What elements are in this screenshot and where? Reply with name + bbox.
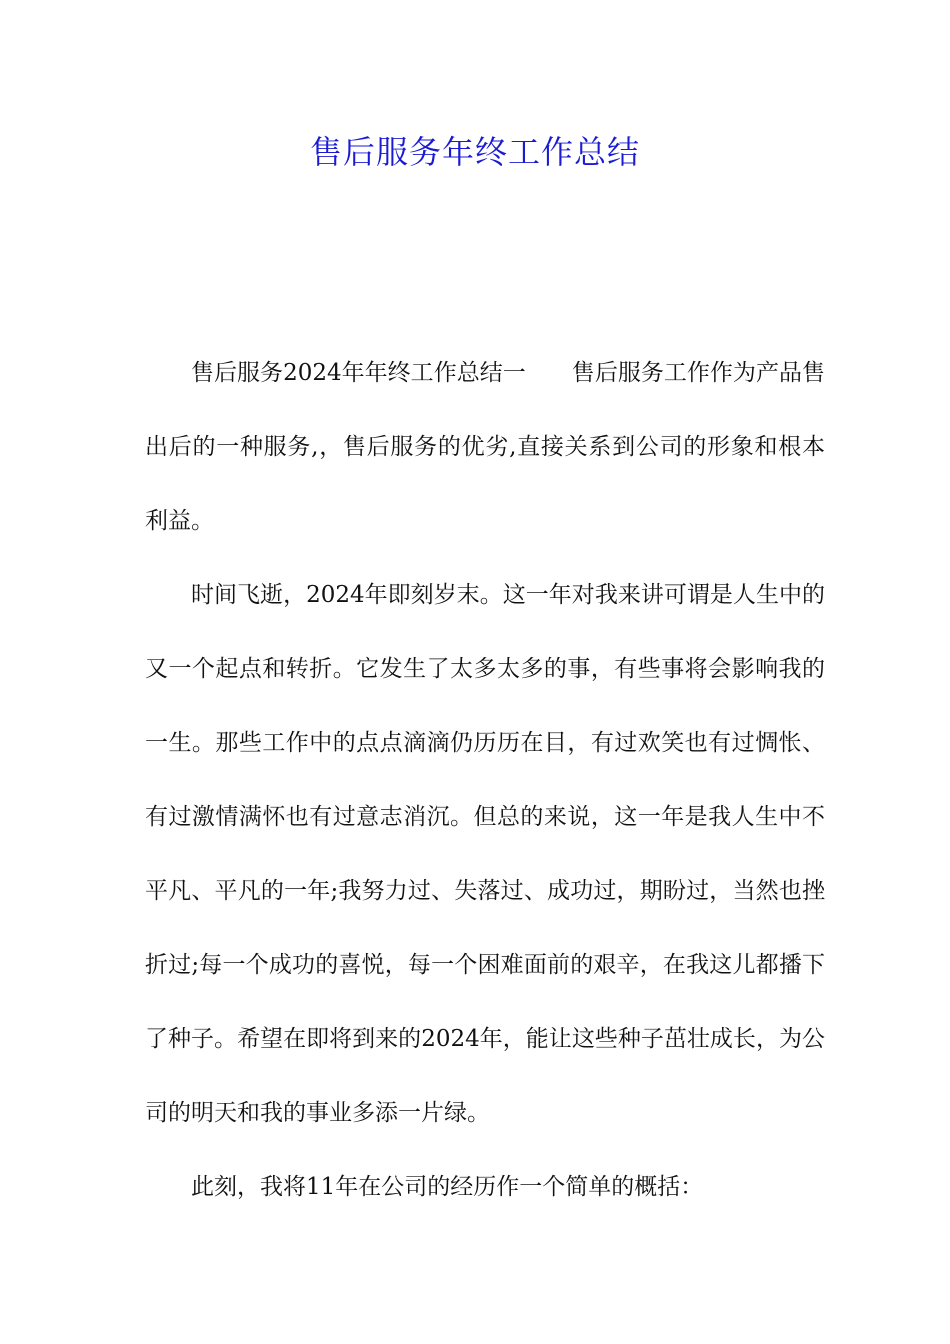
paragraph-1-text: 售后服务工作作为产品售出后的一种服务,，售后服务的优劣,直接关系到公司的形象和根本利益。 (145, 360, 825, 534)
paragraph-3: 此刻，我将11年在公司的经历作一个简单的概括： (191, 1174, 704, 1200)
document-title: 售后服务年终工作总结 (309, 133, 640, 171)
paragraph-1-lead: 售后服务2024年年终工作总结一 (191, 360, 526, 386)
paragraph-2: 时间飞逝，2024年即刻岁末。这一年对我来讲可谓是人生中的又一个起点和转折。它发生了太多太多的事，有些事将会影响我的一生。那些工作中的点点滴滴仍历历在目，有过欢笑也有过惆怅、有过激情满怀也有过意志消沉。但总的来说，这一年是我人生中不平凡、平凡的一年;我努力过、失落过、成功过，期盼过，当然也挫折过;每一个成功的喜悦，每一个困难面前的艰辛，在我这儿都播下了种子。希望在即将到来的2024年，能让这些种子茁壮成长，为公司的明天和我的事业多添一片绿。 (145, 582, 825, 1126)
paragraph-1 (145, 336, 825, 558)
document-body (145, 336, 825, 1224)
